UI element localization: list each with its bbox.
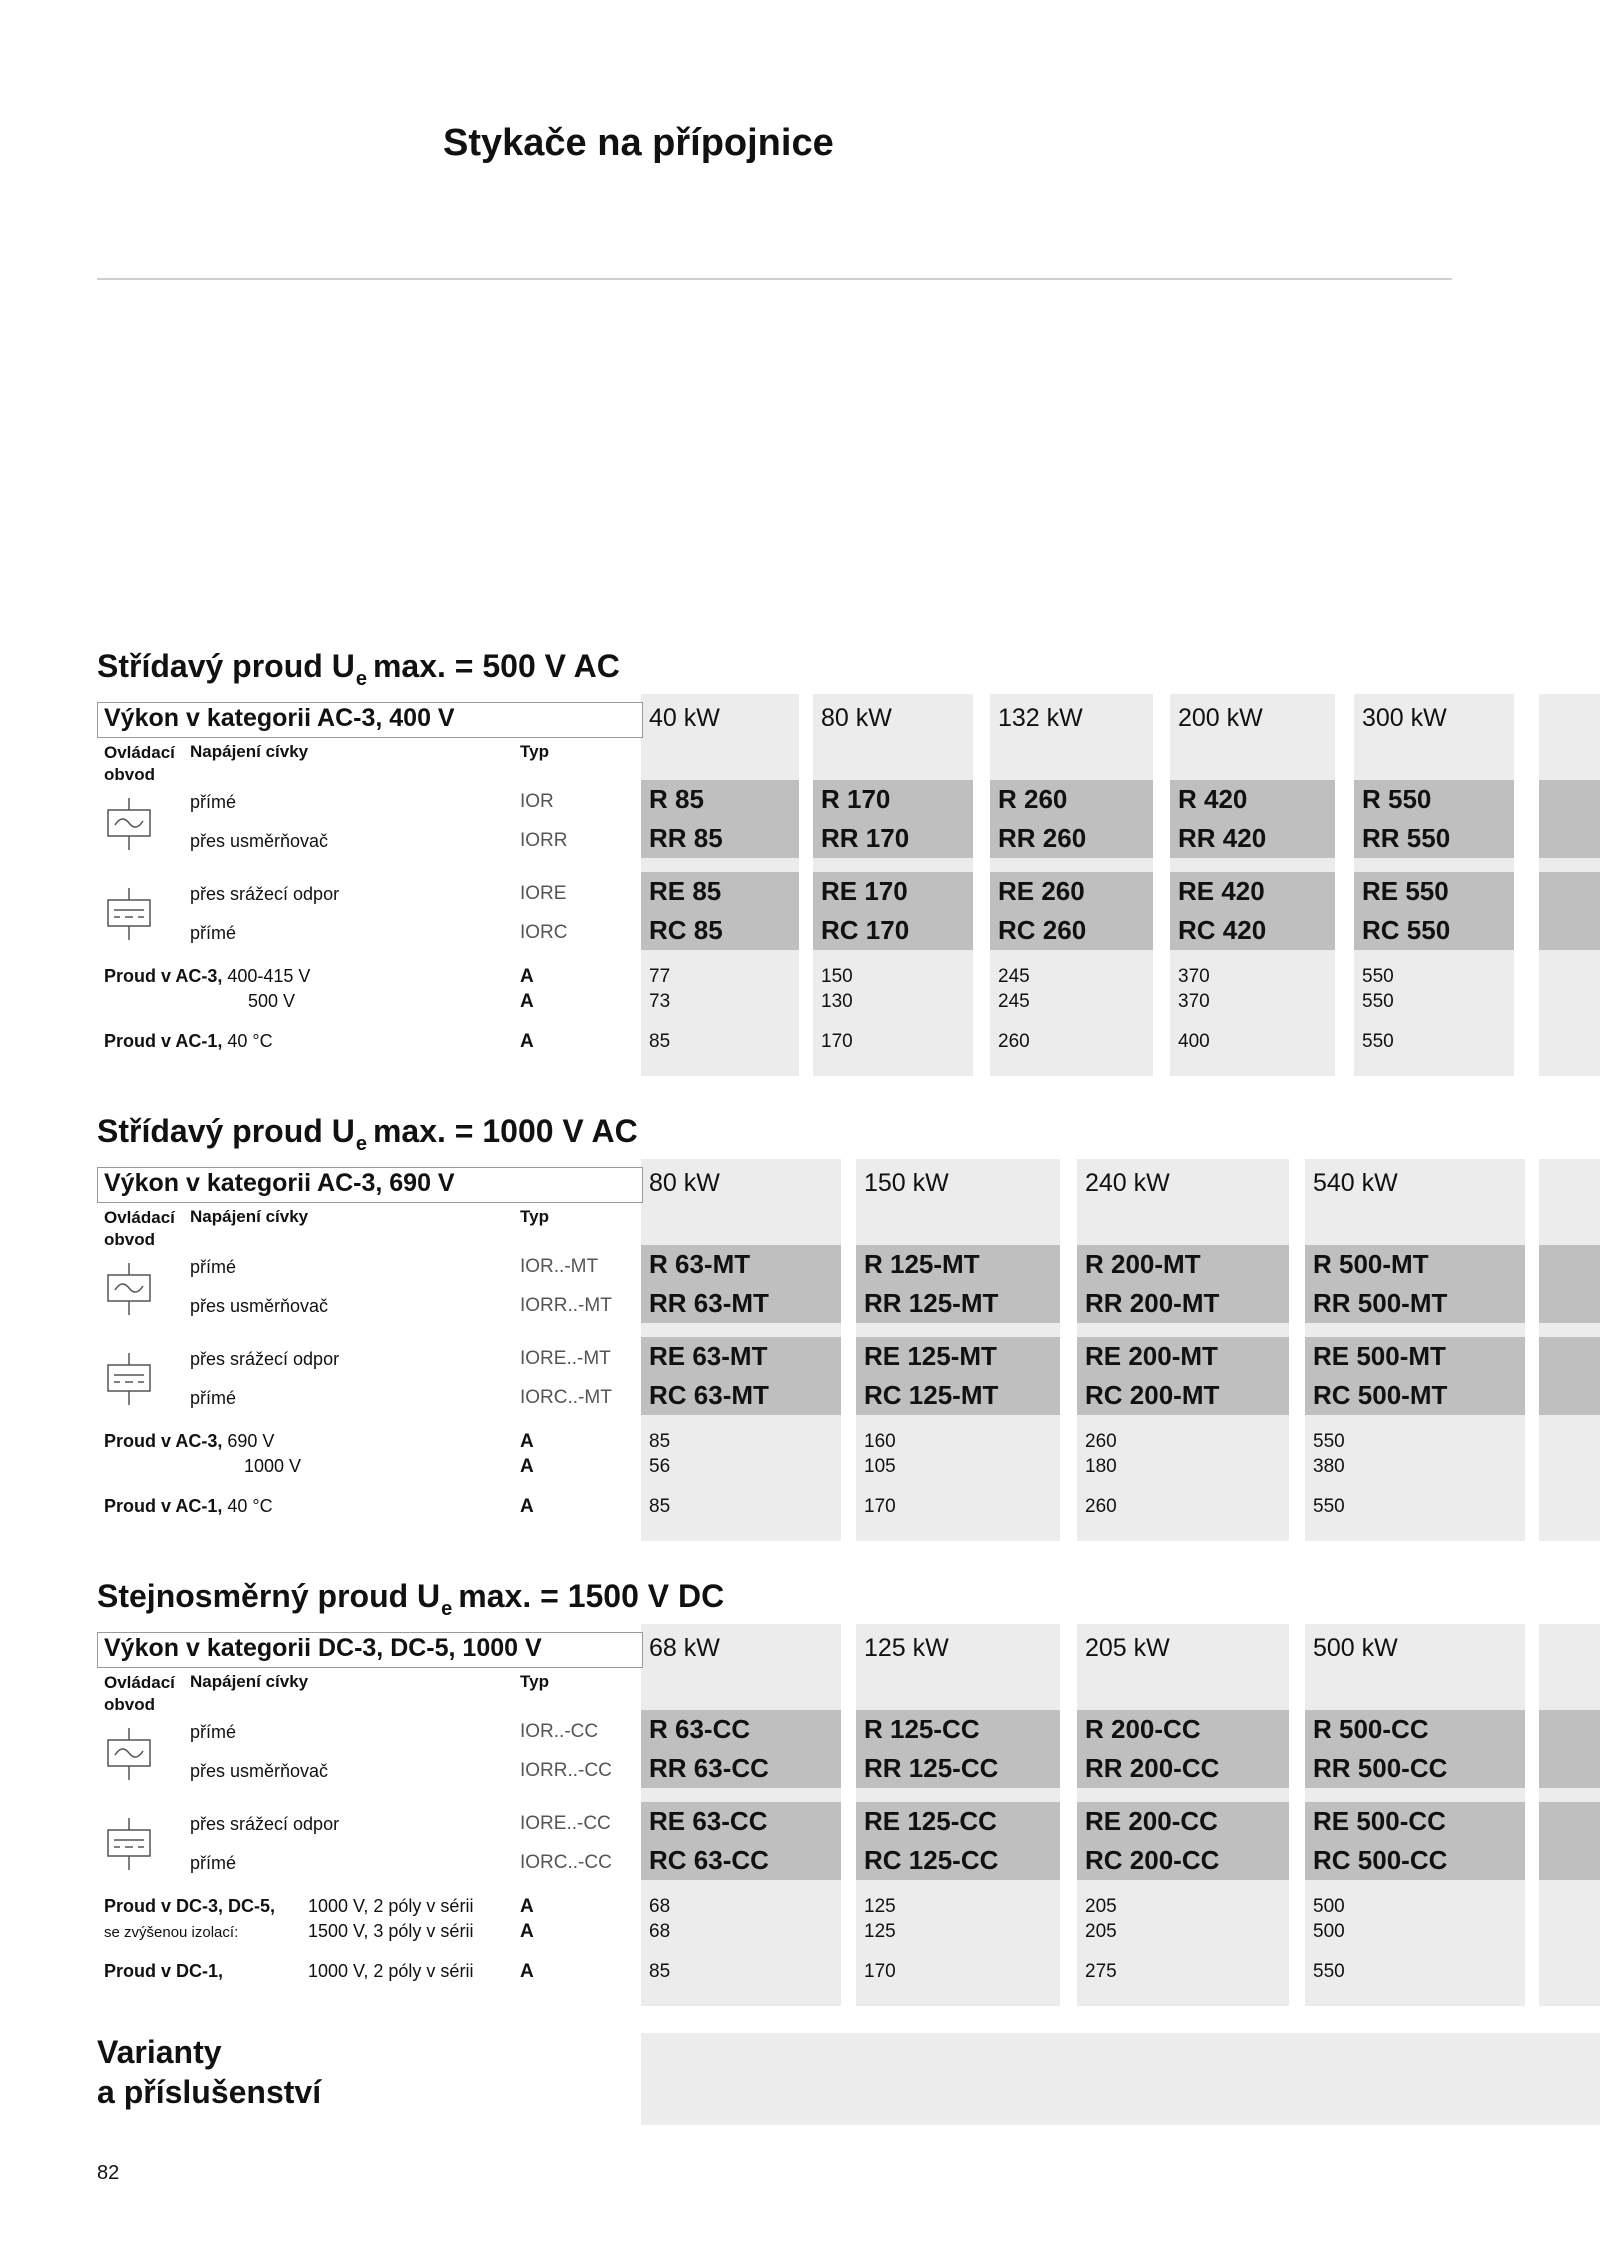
model-code: RE 550 — [1362, 876, 1449, 906]
current-value: 170 — [864, 1961, 896, 1982]
current-value: 85 — [649, 1961, 671, 1982]
model-code: RC 550 — [1362, 915, 1451, 945]
current-value: 68 — [649, 1921, 671, 1942]
model-code: RE 170 — [821, 876, 908, 906]
model-code: RC 420 — [1178, 915, 1267, 945]
model-code: R 85 — [649, 784, 704, 814]
current-label-rest: 1000 V, 2 póly v sérii — [308, 1896, 474, 1916]
section-title — [97, 1578, 725, 1620]
supply-label: přes usměrňovač — [190, 831, 329, 851]
current-value: 245 — [998, 966, 1030, 987]
current-unit: A — [520, 1031, 534, 1052]
type-code: IOR..-CC — [520, 1721, 599, 1742]
model-code: RR 200-CC — [1085, 1753, 1220, 1783]
model-code: RE 125-MT — [864, 1341, 997, 1371]
current-label-rest: 690 V — [227, 1431, 275, 1451]
variants-heading-line1: Varianty — [97, 2034, 222, 2070]
current-value: 130 — [821, 991, 853, 1012]
model-code: R 260 — [998, 784, 1068, 814]
model-code: R 200-MT — [1085, 1249, 1201, 1279]
current-value: 550 — [1313, 1431, 1345, 1452]
power-value: 300 kW — [1362, 704, 1447, 732]
section-3 — [0, 1578, 1600, 2018]
model-code: R 170 — [821, 784, 891, 814]
current-label-bold: Proud v DC-3, DC-5, — [104, 1896, 276, 1916]
current-label-bold: Proud v DC-1, — [104, 1961, 224, 1981]
section-title-rest: max. = 1000 V AC — [372, 1113, 638, 1149]
current-value: 370 — [1178, 991, 1210, 1012]
model-code: RR 170 — [821, 823, 910, 853]
current-unit: A — [520, 1431, 534, 1452]
current-value: 550 — [1313, 1496, 1345, 1517]
current-row-label — [104, 1961, 223, 1982]
current-unit: A — [520, 966, 534, 987]
model-code: RR 63-MT — [649, 1288, 769, 1318]
col-control-label: Ovládací obvod — [104, 743, 175, 784]
current-value: 77 — [649, 966, 671, 987]
supply-label: přes usměrňovač — [190, 1296, 329, 1316]
ac-coil-icon — [105, 798, 153, 850]
supply-label: přes srážecí odpor — [190, 1349, 340, 1369]
current-label-rest: 1500 V, 3 póly v sérii — [308, 1921, 474, 1941]
type-code: IORR..-CC — [520, 1760, 612, 1781]
current-value: 85 — [649, 1431, 671, 1452]
current-label-bold: Proud v AC-1, — [104, 1496, 223, 1516]
current-label-bold: Proud v AC-3, — [104, 966, 223, 986]
current-value: 260 — [1085, 1431, 1117, 1452]
section-title-main: Střídavý proud U — [97, 648, 355, 684]
section-title — [97, 648, 620, 690]
model-code: RR 125-CC — [864, 1753, 999, 1783]
col-control-label: Ovládací obvod — [104, 1673, 175, 1714]
model-code: RE 125-CC — [864, 1806, 997, 1836]
supply-label: přímé — [190, 1722, 237, 1742]
section-1 — [0, 648, 1600, 1088]
model-code: RC 170 — [821, 915, 910, 945]
current-label-bold: Proud v AC-1, — [104, 1031, 223, 1051]
section-title-rest: max. = 1500 V DC — [458, 1578, 725, 1614]
variants-heading — [97, 2032, 321, 2112]
model-code: RC 85 — [649, 915, 723, 945]
current-value: 205 — [1085, 1896, 1117, 1917]
model-code: R 125-MT — [864, 1249, 980, 1279]
col-supply-label: Napájení cívky — [190, 1672, 309, 1691]
current-value: 550 — [1313, 1961, 1345, 1982]
model-code: RC 125-CC — [864, 1845, 999, 1875]
current-value: 275 — [1085, 1961, 1117, 1982]
model-code: R 500-CC — [1313, 1714, 1429, 1744]
header-label: Výkon v kategorii AC-3, 400 V — [104, 704, 455, 732]
supply-label: přímé — [190, 792, 237, 812]
type-code: IORC..-CC — [520, 1852, 612, 1873]
current-value: 105 — [864, 1456, 896, 1477]
header-label: Výkon v kategorii DC-3, DC-5, 1000 V — [104, 1634, 542, 1662]
current-unit: A — [520, 1921, 534, 1942]
current-label-rest: 400-415 V — [227, 966, 311, 986]
current-value: 205 — [1085, 1921, 1117, 1942]
model-code: RR 260 — [998, 823, 1087, 853]
current-value: 400 — [1178, 1031, 1210, 1052]
current-label-rest: 500 V — [248, 991, 296, 1011]
model-code: RC 200-MT — [1085, 1380, 1220, 1410]
current-value: 73 — [649, 991, 671, 1012]
model-code: RC 260 — [998, 915, 1087, 945]
current-unit: A — [520, 991, 534, 1012]
model-cell-edge-ac — [1539, 780, 1600, 858]
variants-heading-line2: a příslušenství — [97, 2074, 322, 2110]
model-code: R 550 — [1362, 784, 1432, 814]
model-code: RC 125-MT — [864, 1380, 999, 1410]
section-title — [97, 1113, 638, 1155]
current-value: 180 — [1085, 1456, 1117, 1477]
col-control-label: Ovládací obvod — [104, 1208, 175, 1249]
supply-label: přes srážecí odpor — [190, 1814, 340, 1834]
header-label: Výkon v kategorii AC-3, 690 V — [104, 1169, 455, 1197]
current-value: 125 — [864, 1921, 896, 1942]
type-code: IOR..-MT — [520, 1256, 599, 1277]
current-value: 85 — [649, 1496, 671, 1517]
model-code: RE 500-CC — [1313, 1806, 1446, 1836]
model-code: RR 550 — [1362, 823, 1451, 853]
title-divider — [97, 278, 1452, 280]
model-code: RE 420 — [1178, 876, 1265, 906]
power-value: 132 kW — [998, 704, 1083, 732]
current-label-rest: 1000 V — [244, 1456, 302, 1476]
current-label-rest: 1000 V, 2 póly v sérii — [308, 1961, 474, 1981]
power-value: 200 kW — [1178, 704, 1263, 732]
power-value: 125 kW — [864, 1634, 949, 1662]
model-code: RE 500-MT — [1313, 1341, 1446, 1371]
model-code: R 125-CC — [864, 1714, 980, 1744]
page-number: 82 — [97, 2162, 120, 2184]
model-code: RR 500-CC — [1313, 1753, 1448, 1783]
current-value: 260 — [998, 1031, 1030, 1052]
current-row-label — [104, 966, 310, 987]
current-value: 150 — [821, 966, 853, 987]
section-title-subscript: e — [441, 1598, 453, 1620]
current-value: 170 — [864, 1496, 896, 1517]
model-cell-edge-dc — [1539, 872, 1600, 950]
model-code: R 63-CC — [649, 1714, 751, 1744]
model-code: RC 200-CC — [1085, 1845, 1220, 1875]
section-2 — [0, 1113, 1600, 1553]
model-code: RE 200-MT — [1085, 1341, 1218, 1371]
power-value: 205 kW — [1085, 1634, 1170, 1662]
model-code: RE 85 — [649, 876, 722, 906]
type-code: IORC..-MT — [520, 1387, 612, 1408]
col-type-label: Typ — [520, 1207, 549, 1226]
type-code: IORE..-CC — [520, 1813, 611, 1834]
type-code: IORR..-MT — [520, 1295, 612, 1316]
model-code: RR 63-CC — [649, 1753, 769, 1783]
model-code: RE 260 — [998, 876, 1085, 906]
power-value: 500 kW — [1313, 1634, 1398, 1662]
current-row-label — [104, 1431, 274, 1452]
model-code: RE 63-CC — [649, 1806, 768, 1836]
type-code: IORE..-MT — [520, 1348, 611, 1369]
current-value: 68 — [649, 1896, 671, 1917]
current-row-label — [104, 1031, 273, 1052]
supply-label: přímé — [190, 923, 237, 943]
section-title-main: Střídavý proud U — [97, 1113, 355, 1149]
model-code: RC 63-CC — [649, 1845, 769, 1875]
model-code: RE 200-CC — [1085, 1806, 1218, 1836]
model-cell-edge-ac — [1539, 1710, 1600, 1788]
current-value: 160 — [864, 1431, 896, 1452]
current-value: 125 — [864, 1896, 896, 1917]
power-value: 150 kW — [864, 1169, 949, 1197]
power-value: 68 kW — [649, 1634, 720, 1662]
current-value: 500 — [1313, 1921, 1345, 1942]
current-value: 260 — [1085, 1496, 1117, 1517]
power-value: 540 kW — [1313, 1169, 1398, 1197]
current-value: 550 — [1362, 991, 1394, 1012]
power-value: 80 kW — [821, 704, 892, 732]
model-code: R 63-MT — [649, 1249, 751, 1279]
model-code: RR 200-MT — [1085, 1288, 1220, 1318]
ac-coil-icon — [105, 1263, 153, 1315]
type-code: IOR — [520, 791, 554, 812]
model-cell-edge-dc — [1539, 1337, 1600, 1415]
current-value: 245 — [998, 991, 1030, 1012]
current-unit: A — [520, 1896, 534, 1917]
model-code: RR 125-MT — [864, 1288, 999, 1318]
type-code: IORC — [520, 922, 568, 943]
supply-label: přímé — [190, 1257, 237, 1277]
current-value: 170 — [821, 1031, 853, 1052]
model-cell-edge-dc — [1539, 1802, 1600, 1880]
current-value: 380 — [1313, 1456, 1345, 1477]
power-value: 240 kW — [1085, 1169, 1170, 1197]
model-code: RC 63-MT — [649, 1380, 769, 1410]
power-value: 40 kW — [649, 704, 720, 732]
section-title-rest: max. = 500 V AC — [372, 648, 620, 684]
type-code: IORR — [520, 830, 568, 851]
section-title-subscript: e — [355, 668, 367, 690]
model-code: RE 63-MT — [649, 1341, 768, 1371]
dc-coil-icon — [105, 888, 153, 940]
current-unit: A — [520, 1456, 534, 1477]
dc-coil-icon — [105, 1353, 153, 1405]
model-cell-edge-ac — [1539, 1245, 1600, 1323]
supply-label: přes usměrňovač — [190, 1761, 329, 1781]
col-supply-label: Napájení cívky — [190, 742, 309, 761]
current-value: 85 — [649, 1031, 671, 1052]
page-title: Stykače na přípojnice — [443, 122, 834, 164]
current-unit: A — [520, 1961, 534, 1982]
power-value: 80 kW — [649, 1169, 720, 1197]
model-code: R 200-CC — [1085, 1714, 1201, 1744]
model-code: RR 500-MT — [1313, 1288, 1448, 1318]
col-type-label: Typ — [520, 742, 549, 761]
current-value: 550 — [1362, 1031, 1394, 1052]
ac-coil-icon — [105, 1728, 153, 1780]
current-row-label — [104, 1896, 275, 1917]
supply-label: přímé — [190, 1388, 237, 1408]
section-title-main: Stejnosměrný proud U — [97, 1578, 441, 1614]
current-label-note: se zvýšenou izolací: — [104, 1924, 239, 1941]
supply-label: přímé — [190, 1853, 237, 1873]
variants-panel — [641, 2033, 1600, 2125]
dc-coil-icon — [105, 1818, 153, 1870]
current-label-bold: Proud v AC-3, — [104, 1431, 223, 1451]
type-code: IORE — [520, 883, 567, 904]
model-code: RR 85 — [649, 823, 723, 853]
model-code: R 500-MT — [1313, 1249, 1429, 1279]
current-value: 370 — [1178, 966, 1210, 987]
current-label-rest: 40 °C — [227, 1031, 273, 1051]
supply-label: přes srážecí odpor — [190, 884, 340, 904]
section-title-subscript: e — [355, 1133, 367, 1155]
model-code: RR 420 — [1178, 823, 1267, 853]
current-label-rest: 40 °C — [227, 1496, 273, 1516]
col-supply-label: Napájení cívky — [190, 1207, 309, 1226]
col-type-label: Typ — [520, 1672, 549, 1691]
current-unit: A — [520, 1496, 534, 1517]
model-code: RC 500-CC — [1313, 1845, 1448, 1875]
current-value: 56 — [649, 1456, 671, 1477]
current-value: 550 — [1362, 966, 1394, 987]
current-value: 500 — [1313, 1896, 1345, 1917]
current-row-label — [104, 1496, 273, 1517]
model-code: R 420 — [1178, 784, 1248, 814]
model-code: RC 500-MT — [1313, 1380, 1448, 1410]
